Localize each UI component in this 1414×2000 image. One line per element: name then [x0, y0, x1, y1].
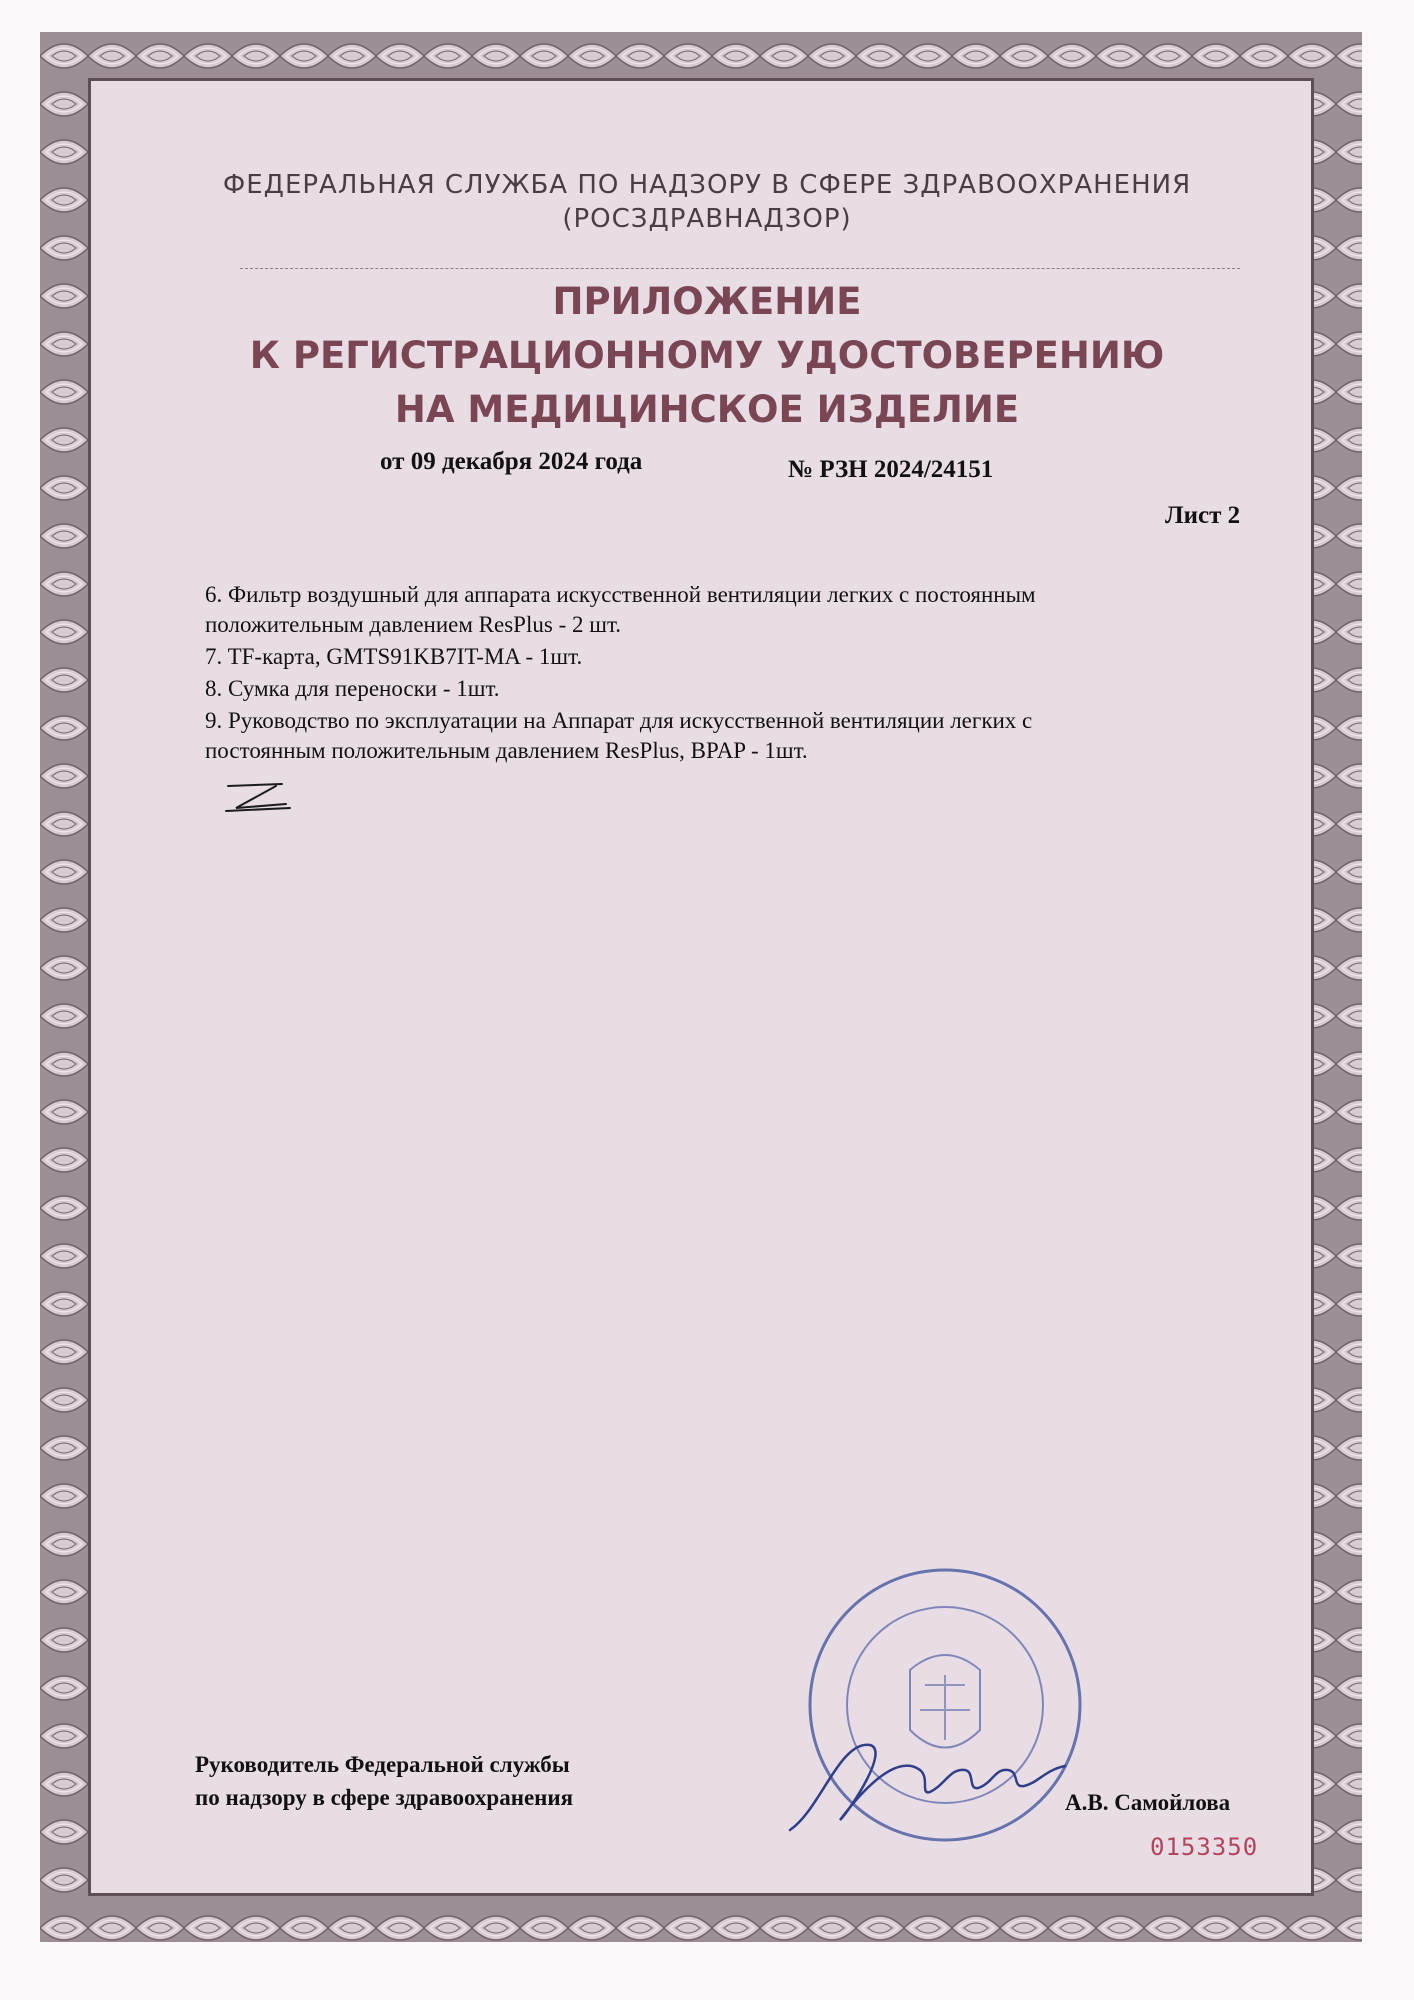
agency-name: ФЕДЕРАЛЬНАЯ СЛУЖБА ПО НАДЗОРУ В СФЕРЕ ЗДРАВООХРАНЕНИЯ [222, 170, 1192, 200]
title-line-1: ПРИЛОЖЕНИЕ [552, 280, 862, 323]
end-of-list-z-mark [222, 778, 292, 818]
title-line-3: НА МЕДИЦИНСКОЕ ИЗДЕЛИЕ [394, 388, 1020, 431]
title-line-2: К РЕГИСТРАЦИОННОМУ УДОСТОВЕРЕНИЮ [249, 334, 1165, 377]
agency-abbreviation: (РОСЗДРАВНАДЗОР) [562, 204, 852, 234]
list-item [205, 580, 1255, 640]
signature-handwritten [780, 1700, 1080, 1850]
sheet-number: Лист 2 [1165, 502, 1241, 529]
list-item-line: положительным давлением ResPlus - 2 шт. [205, 612, 622, 637]
registration-date: от 09 декабря 2024 года [380, 448, 643, 475]
list-item-line: 9. Руководство по эксплуатации на Аппарат для искусственной вентиляции легких с [205, 708, 1033, 733]
serial-number: 0153350 [1150, 1833, 1259, 1861]
header-divider [240, 268, 1240, 269]
list-item-line: 6. Фильтр воздушный для аппарата искусственной вентиляции легких с постоянным [205, 582, 1036, 607]
registration-number: № РЗН 2024/24151 [788, 456, 994, 483]
list-item-line: постоянным положительным давлением ResPlus, BPAP - 1шт. [205, 738, 808, 763]
signer-title-line-1: Руководитель Федеральной службы [195, 1752, 570, 1777]
list-item: 8. Сумка для переноски - 1шт. [205, 676, 500, 701]
signer-name: А.В. Самойлова [1065, 1790, 1231, 1815]
list-item: 7. TF-карта, GMTS91KB7IT-MA - 1шт. [205, 644, 583, 669]
signer-title-line-2: по надзору в сфере здравоохранения [195, 1785, 574, 1810]
list-item [205, 706, 1255, 766]
